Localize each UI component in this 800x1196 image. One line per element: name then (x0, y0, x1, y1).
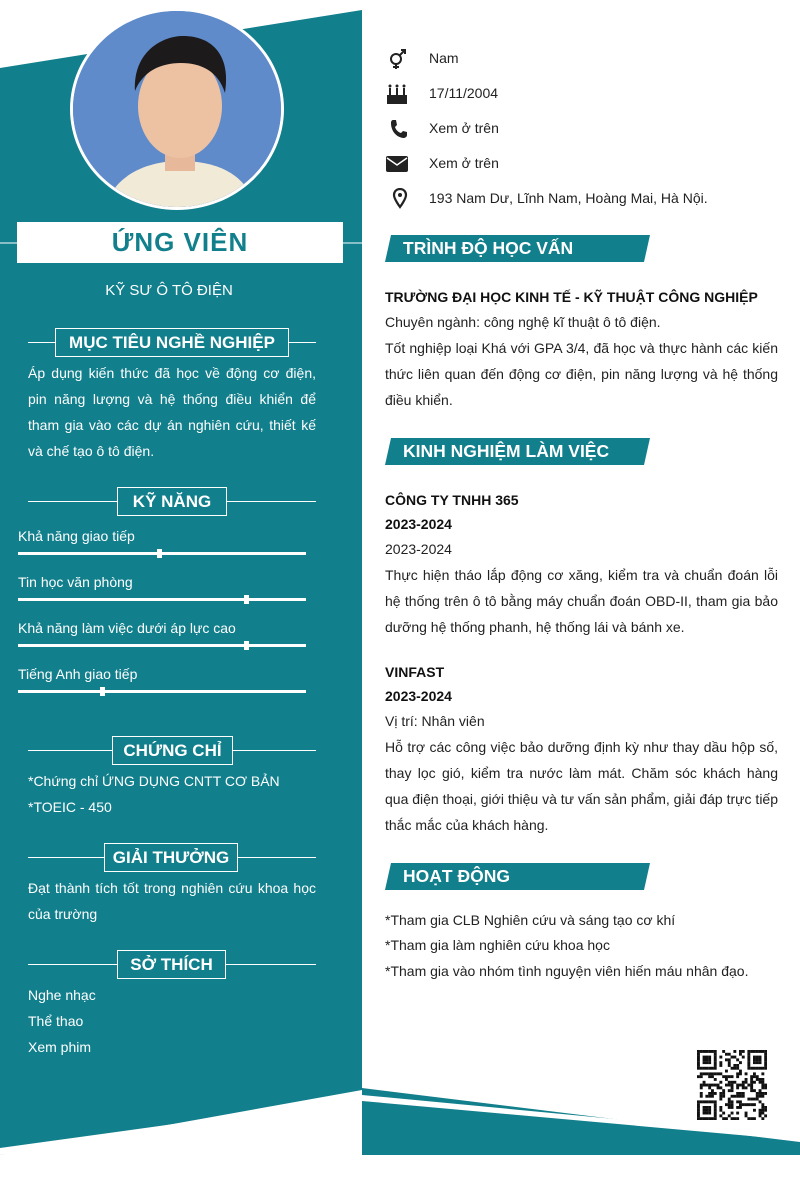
gender-value: Nam (429, 50, 459, 66)
job-title: KỸ SƯ Ô TÔ ĐIỆN (105, 282, 233, 299)
education-detail: Tốt nghiệp loại Khá với GPA 3/4, đã học và thực hành các kiến thức liên quan đến động cơ điện, pin năng lượng và hệ thống điều khiển. (385, 340, 778, 408)
education-header (385, 235, 650, 262)
skill-label: Tin học văn phòng (18, 574, 133, 590)
phone-icon (385, 118, 411, 140)
awards-title: GIẢI THƯỞNG (104, 843, 238, 872)
activity-item: *Tham gia CLB Nghiên cứu và sáng tạo cơ khí (385, 912, 676, 928)
certificate-item: *Chứng chỉ ỨNG DỤNG CNTT CƠ BẢN (28, 773, 280, 789)
skill-label: Khả năng giao tiếp (18, 528, 135, 544)
activities-header (385, 863, 650, 890)
skill-label: Tiếng Anh giao tiếp (18, 666, 138, 682)
skill-bar (18, 598, 306, 601)
envelope-icon (385, 153, 411, 175)
qr-code-icon (697, 1050, 767, 1120)
skill-bar (18, 690, 306, 693)
objective-text: Áp dụng kiến thức đã học về động cơ điện, pin năng lượng và hệ thống điều khiển để tham gia vào các dự án nghiên cứu, thiết kế và chế tạo ô tô điện. (28, 365, 316, 459)
skill-label: Khả năng làm việc dưới áp lực cao (18, 620, 236, 636)
objective-title: MỤC TIÊU NGHỀ NGHIỆP (55, 328, 289, 357)
address-value: 193 Nam Dư, Lĩnh Nam, Hoàng Mai, Hà Nội. (429, 190, 708, 206)
experience-title: KINH NGHIỆM LÀM VIỆC (403, 441, 610, 461)
job-period: 2023-2024 (385, 516, 452, 532)
hobbies-title: SỞ THÍCH (117, 950, 226, 979)
skill-level-knob (100, 687, 105, 696)
hobby-item: Thể thao (28, 1013, 84, 1029)
skill-level-knob (244, 595, 249, 604)
activities-title: HOẠT ĐỘNG (403, 866, 510, 886)
education-major: Chuyên ngành: công nghệ kĩ thuật ô tô điện. (385, 314, 661, 330)
activity-item: *Tham gia vào nhóm tình nguyện viên hiến máu nhân đạo. (385, 963, 749, 979)
education-school: TRƯỜNG ĐẠI HỌC KINH TẾ - KỸ THUẬT CÔNG NGHIỆP (385, 289, 758, 305)
experience-header (385, 438, 650, 465)
map-pin-icon (385, 188, 411, 210)
job-company: VINFAST (385, 664, 445, 680)
birthday-cake-icon (385, 83, 411, 105)
certificates-title: CHỨNG CHỈ (112, 736, 233, 765)
job-description: Thực hiện tháo lắp động cơ xăng, kiểm tra và chuẩn đoán lỗi hệ thống trên ô tô bằng máy chuẩn đoán OBD-II, tham gia bảo dưỡng hệ thống phanh, hệ thống lái và bánh xe. (385, 567, 778, 635)
certificate-item: *TOEIC - 450 (28, 799, 112, 815)
skill-bar (18, 552, 306, 555)
job-description: Hỗ trợ các công việc bảo dưỡng định kỳ như thay dầu hộp số, thay lọc gió, kiểm tra nước làm mát. Chăm sóc khách hàng qua điện thoại, giới thiệu và tư vấn sản phẩm, giải đáp trực tiếp thắc mắc của khách hàng. (385, 739, 778, 833)
skills-title: KỸ NĂNG (117, 487, 227, 516)
candidate-name: ỨNG VIÊN (17, 222, 343, 263)
activity-item: *Tham gia làm nghiên cứu khoa học (385, 937, 610, 953)
job-subtitle: Vị trí: Nhân viên (385, 713, 485, 729)
job-period: 2023-2024 (385, 688, 452, 704)
education-title: TRÌNH ĐỘ HỌC VẤN (403, 238, 574, 258)
hobby-item: Nghe nhạc (28, 987, 96, 1003)
awards-text: Đạt thành tích tốt trong nghiên cứu khoa học của trường (28, 880, 316, 922)
birthday-value: 17/11/2004 (429, 85, 499, 101)
email-value: Xem ở trên (429, 155, 499, 171)
skill-level-knob (244, 641, 249, 650)
phone-value: Xem ở trên (429, 120, 499, 136)
job-subtitle: 2023-2024 (385, 541, 452, 557)
hobby-item: Xem phim (28, 1039, 92, 1055)
job-company: CÔNG TY TNHH 365 (385, 492, 519, 508)
avatar (70, 8, 284, 210)
skill-bar (18, 644, 306, 647)
gender-icon (385, 48, 411, 70)
skill-level-knob (157, 549, 162, 558)
